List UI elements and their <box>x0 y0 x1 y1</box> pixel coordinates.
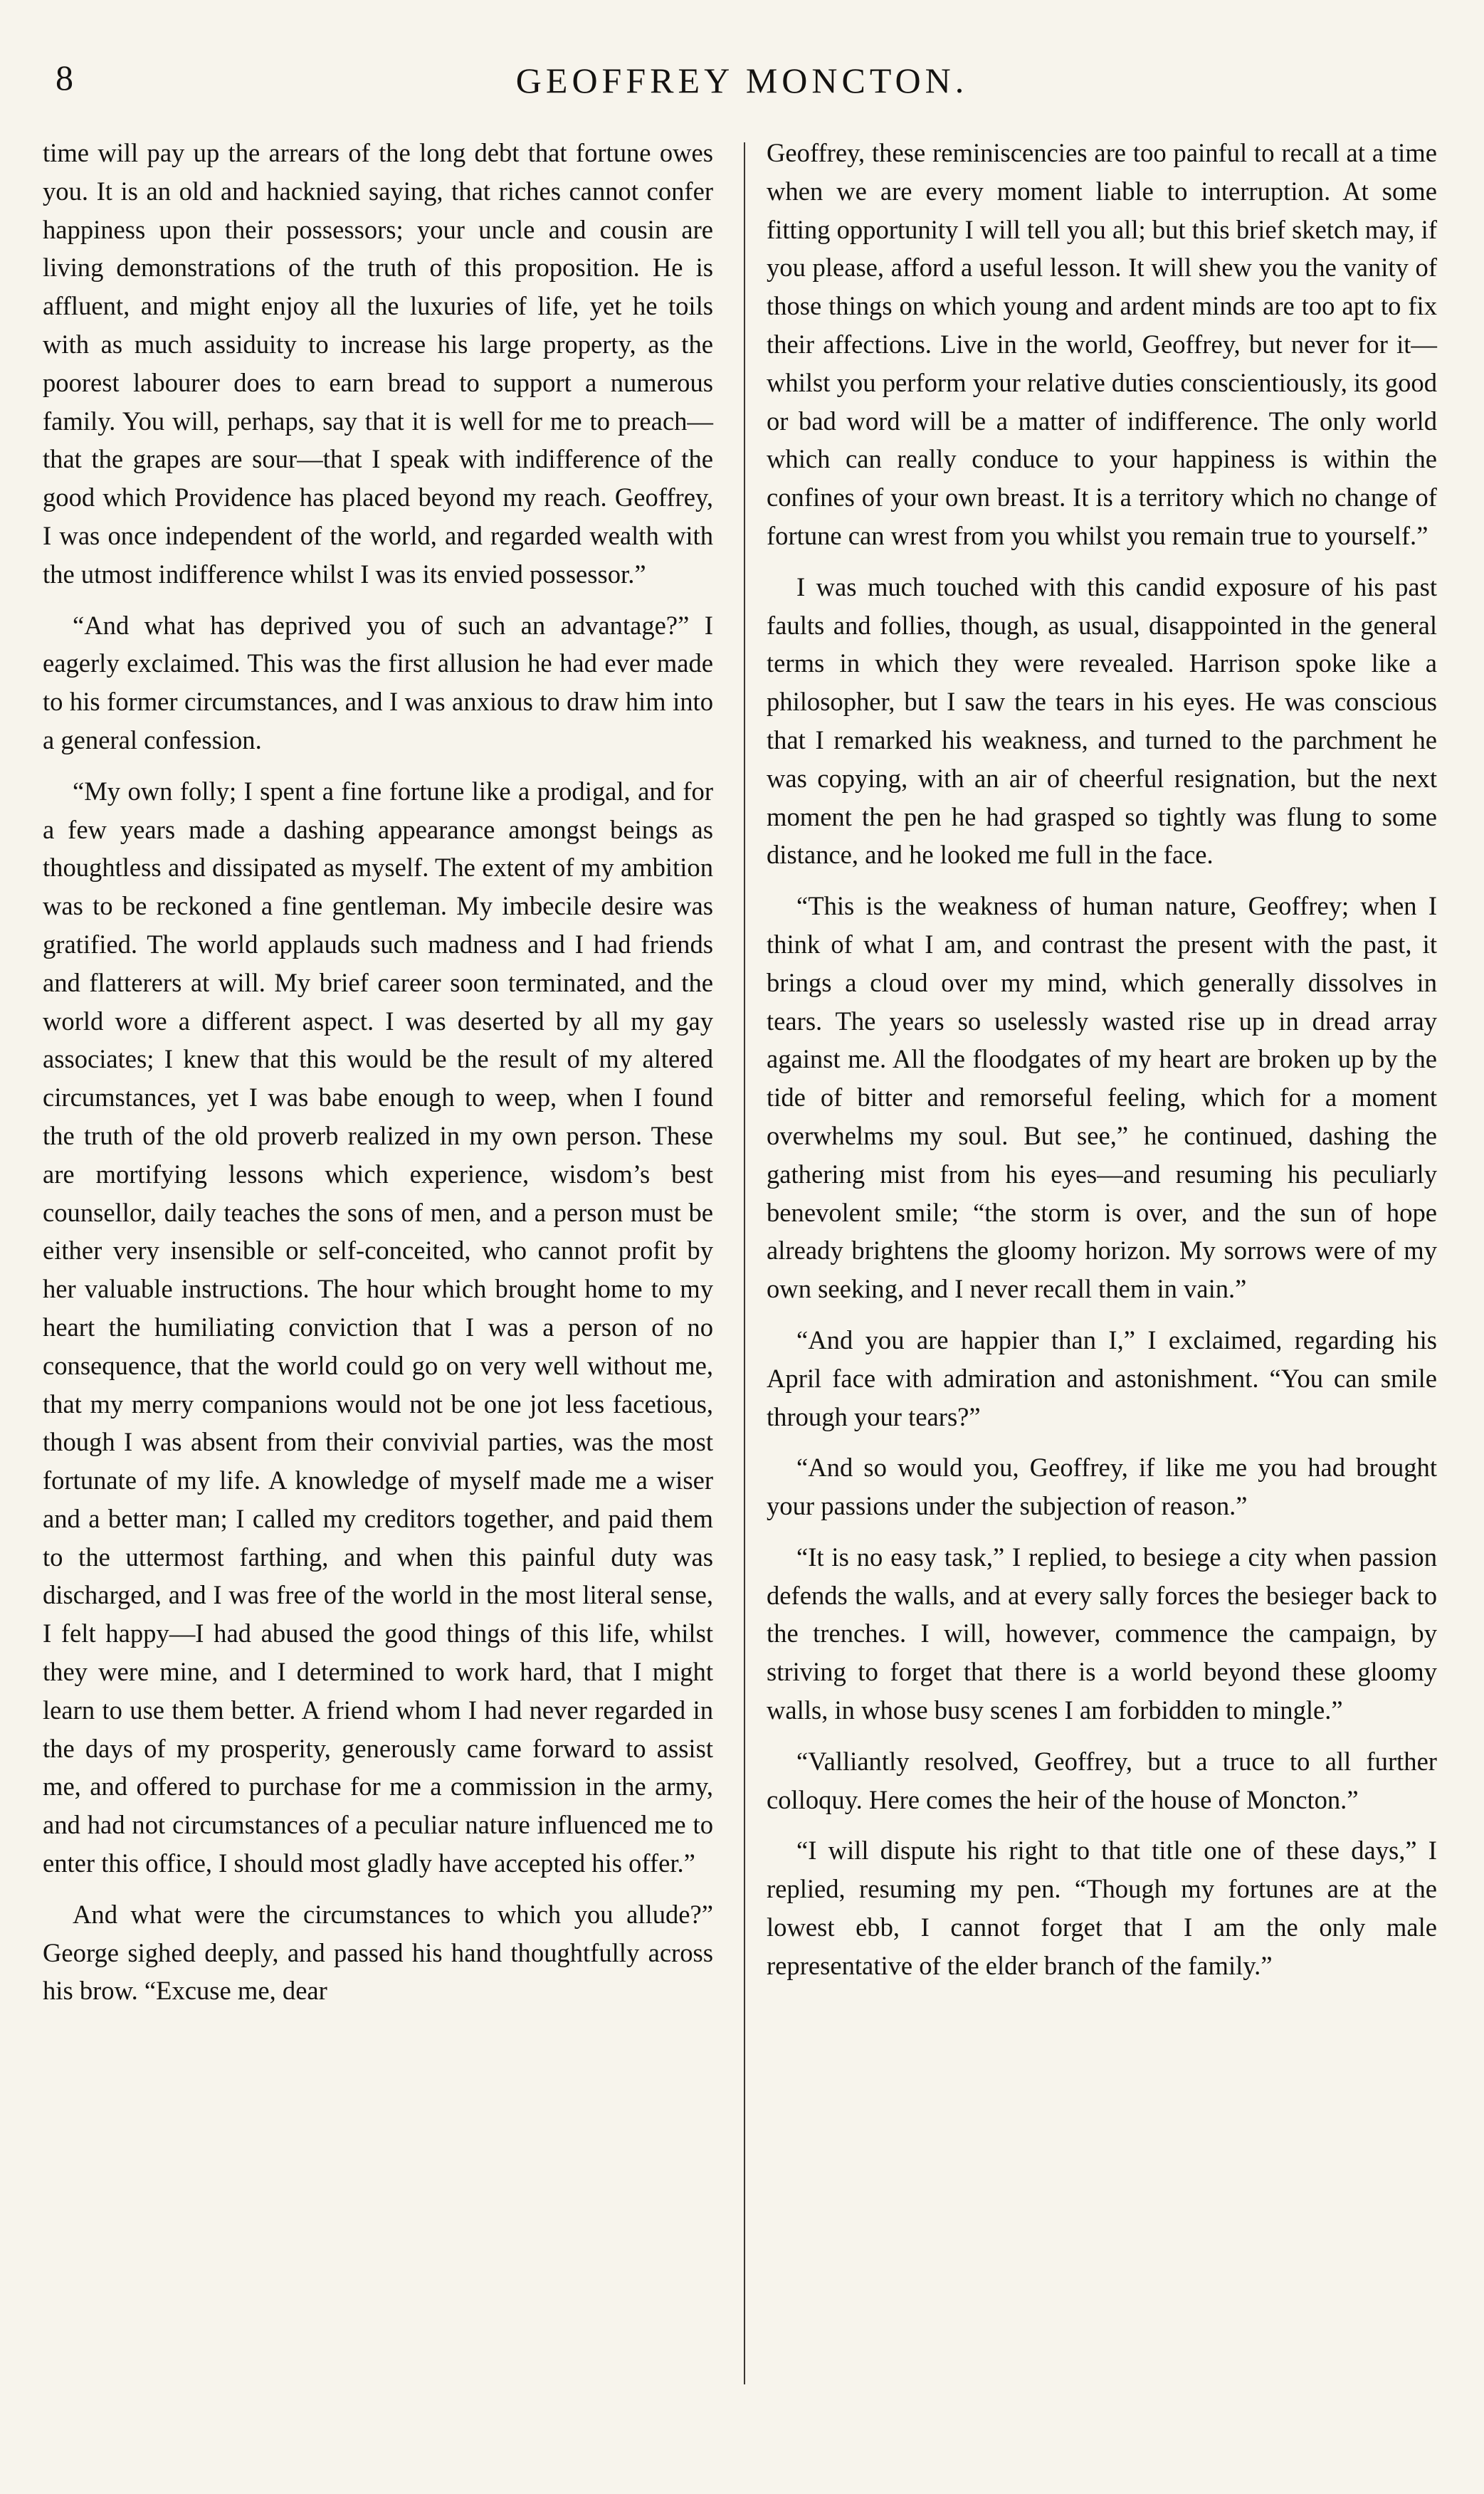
paragraph: “And so would you, Geoffrey, if like me you had brought your passions under the subjection of reason.” <box>767 1453 1437 1521</box>
paragraph: “It is no easy task,” I replied, to besiege a city when passion defends the walls, and at every sally forces the besieger back to the trenches. I will, however, commence the campaign, by striving to forget that there is a world beyond these gloomy walls, in whose busy scenes I am forbidden to mingle.” <box>767 1542 1437 1725</box>
right-column <box>767 134 1437 1998</box>
paragraph: “Valliantly resolved, Geoffrey, but a truce to all further colloquy. Here comes the heir of the house of Moncton.” <box>767 1746 1437 1814</box>
paragraph: “And what has deprived you of such an advantage?” I eagerly exclaimed. This was the first allusion he had ever made to his former circumstances, and I was anxious to draw him into a general confession. <box>43 610 713 754</box>
paragraph: time will pay up the arrears of the long debt that fortune owes you. It is an old and hacknied saying, that riches cannot confer happiness upon their possessors; your uncle and cousin are living demonstrations of the truth of this proposition. He is affluent, and might enjoy all the luxuries of life, yet he toils with as much assiduity to increase his large property, as the poorest labourer does to earn bread to support a numerous family. You will, perhaps, say that it is well for me to preach—that the grapes are sour—that I speak with indifference of the good which Providence has placed beyond my reach. Geoffrey, I was once independent of the world, and regarded wealth with the utmost indifference whilst I was its envied possessor.” <box>43 138 713 589</box>
paragraph: I was much touched with this candid exposure of his past faults and follies, though, as usual, disappointed in the general terms in which they were revealed. Harrison spoke like a philosopher, but I saw the tears in his eyes. He was conscious that I remarked his weakness, and turned to the parchment he was copying, with an air of cheerful resignation, but the next moment the pen he had grasped so tightly was flung to some distance, and he looked me full in the face. <box>767 572 1437 870</box>
page-header <box>0 50 1484 107</box>
paragraph: “This is the weakness of human nature, Geoffrey; when I think of what I am, and contrast the present with the past, it brings a cloud over my mind, which generally dissolves in tears. The years so uselessly wasted rise up in dread array against me. All the floodgates of my heart are broken up by the tide of bitter and remorseful feeling, which for a moment overwhelms my soul. But see,” he continued, dashing the gathering mist from his eyes—and resuming his peculiarly benevolent smile; “the storm is over, and the sun of hope already brightens the gloomy horizon. My sorrows were of my own seeking, and I never recall them in vain.” <box>767 891 1437 1304</box>
page-number: 8 <box>56 58 73 98</box>
paragraph: And what were the circumstances to which you allude?” George sighed deeply, and passed his hand thoughtfully across his brow. “Excuse me, dear <box>43 1899 713 2006</box>
running-title: GEOFFREY MONCTON. <box>515 60 969 100</box>
paragraph: “My own folly; I spent a fine fortune like a prodigal, and for a few years made a dashing appearance amongst beings as thoughtless and dissipated as myself. The extent of my ambition was to be reckoned a fine gentleman. My imbecile desire was gratified. The world applauds such madness and I had friends and flatterers at will. My brief career soon terminated, and the world wore a different aspect. I was deserted by all my gay associates; I knew that this would be the result of my altered circumstances, yet I was babe enough to weep, when I found the truth of the old proverb realized in my own person. These are mortifying lessons which experience, wisdom’s best counsellor, daily teaches the sons of men, and a person must be either very insensible or self-conceited, who cannot profit by her valuable instructions. The hour which brought home to my heart the humiliating conviction that I was a person of no consequence, that the world could go on very well without me, that my merry companions would not be one jot less facetious, though I was absent from their convivial parties, was the most fortunate of my life. A knowledge of myself made me a wiser and a better man; I called my creditors together, and paid them to the uttermost farthing, and when this painful duty was discharged, and I was free of the world in the most literal sense, I felt happy—I had abused the good things of this life, whilst they were mine, and I determined to work hard, that I might learn to use them better. A friend whom I had never regarded in the days of my prosperity, generously came forward to assist me, and offered to purchase for me a commission in the army, and had not circumstances of a peculiar nature influenced me to enter this office, I should most gladly have accepted his offer.” <box>43 776 713 1878</box>
paragraph: Geoffrey, these reminiscencies are too painful to recall at a time when we are every moment liable to interruption. At some fitting opportunity I will tell you all; but this brief sketch may, if you please, afford a useful lesson. It will shew you the vanity of those things on which young and ardent minds are too apt to fix their affections. Live in the world, Geoffrey, but never for it—whilst you perform your relative duties conscientiously, its good or bad word will be a matter of indifference. The only world which can really conduce to your happiness is within the confines of your own breast. It is a territory which no change of fortune can wrest from you whilst you remain true to yourself.” <box>767 138 1437 550</box>
column-divider <box>744 142 745 2384</box>
paragraph: “I will dispute his right to that title one of these days,” I replied, resuming my pen. “Though my fortunes are at the lowest ebb, I cannot forget that I am the only male representative of the elder branch of the family.” <box>767 1836 1437 1980</box>
paragraph: “And you are happier than I,” I exclaimed, regarding his April face with admiration and astonishment. “You can smile through your tears?” <box>767 1325 1437 1431</box>
left-column <box>43 134 713 2023</box>
